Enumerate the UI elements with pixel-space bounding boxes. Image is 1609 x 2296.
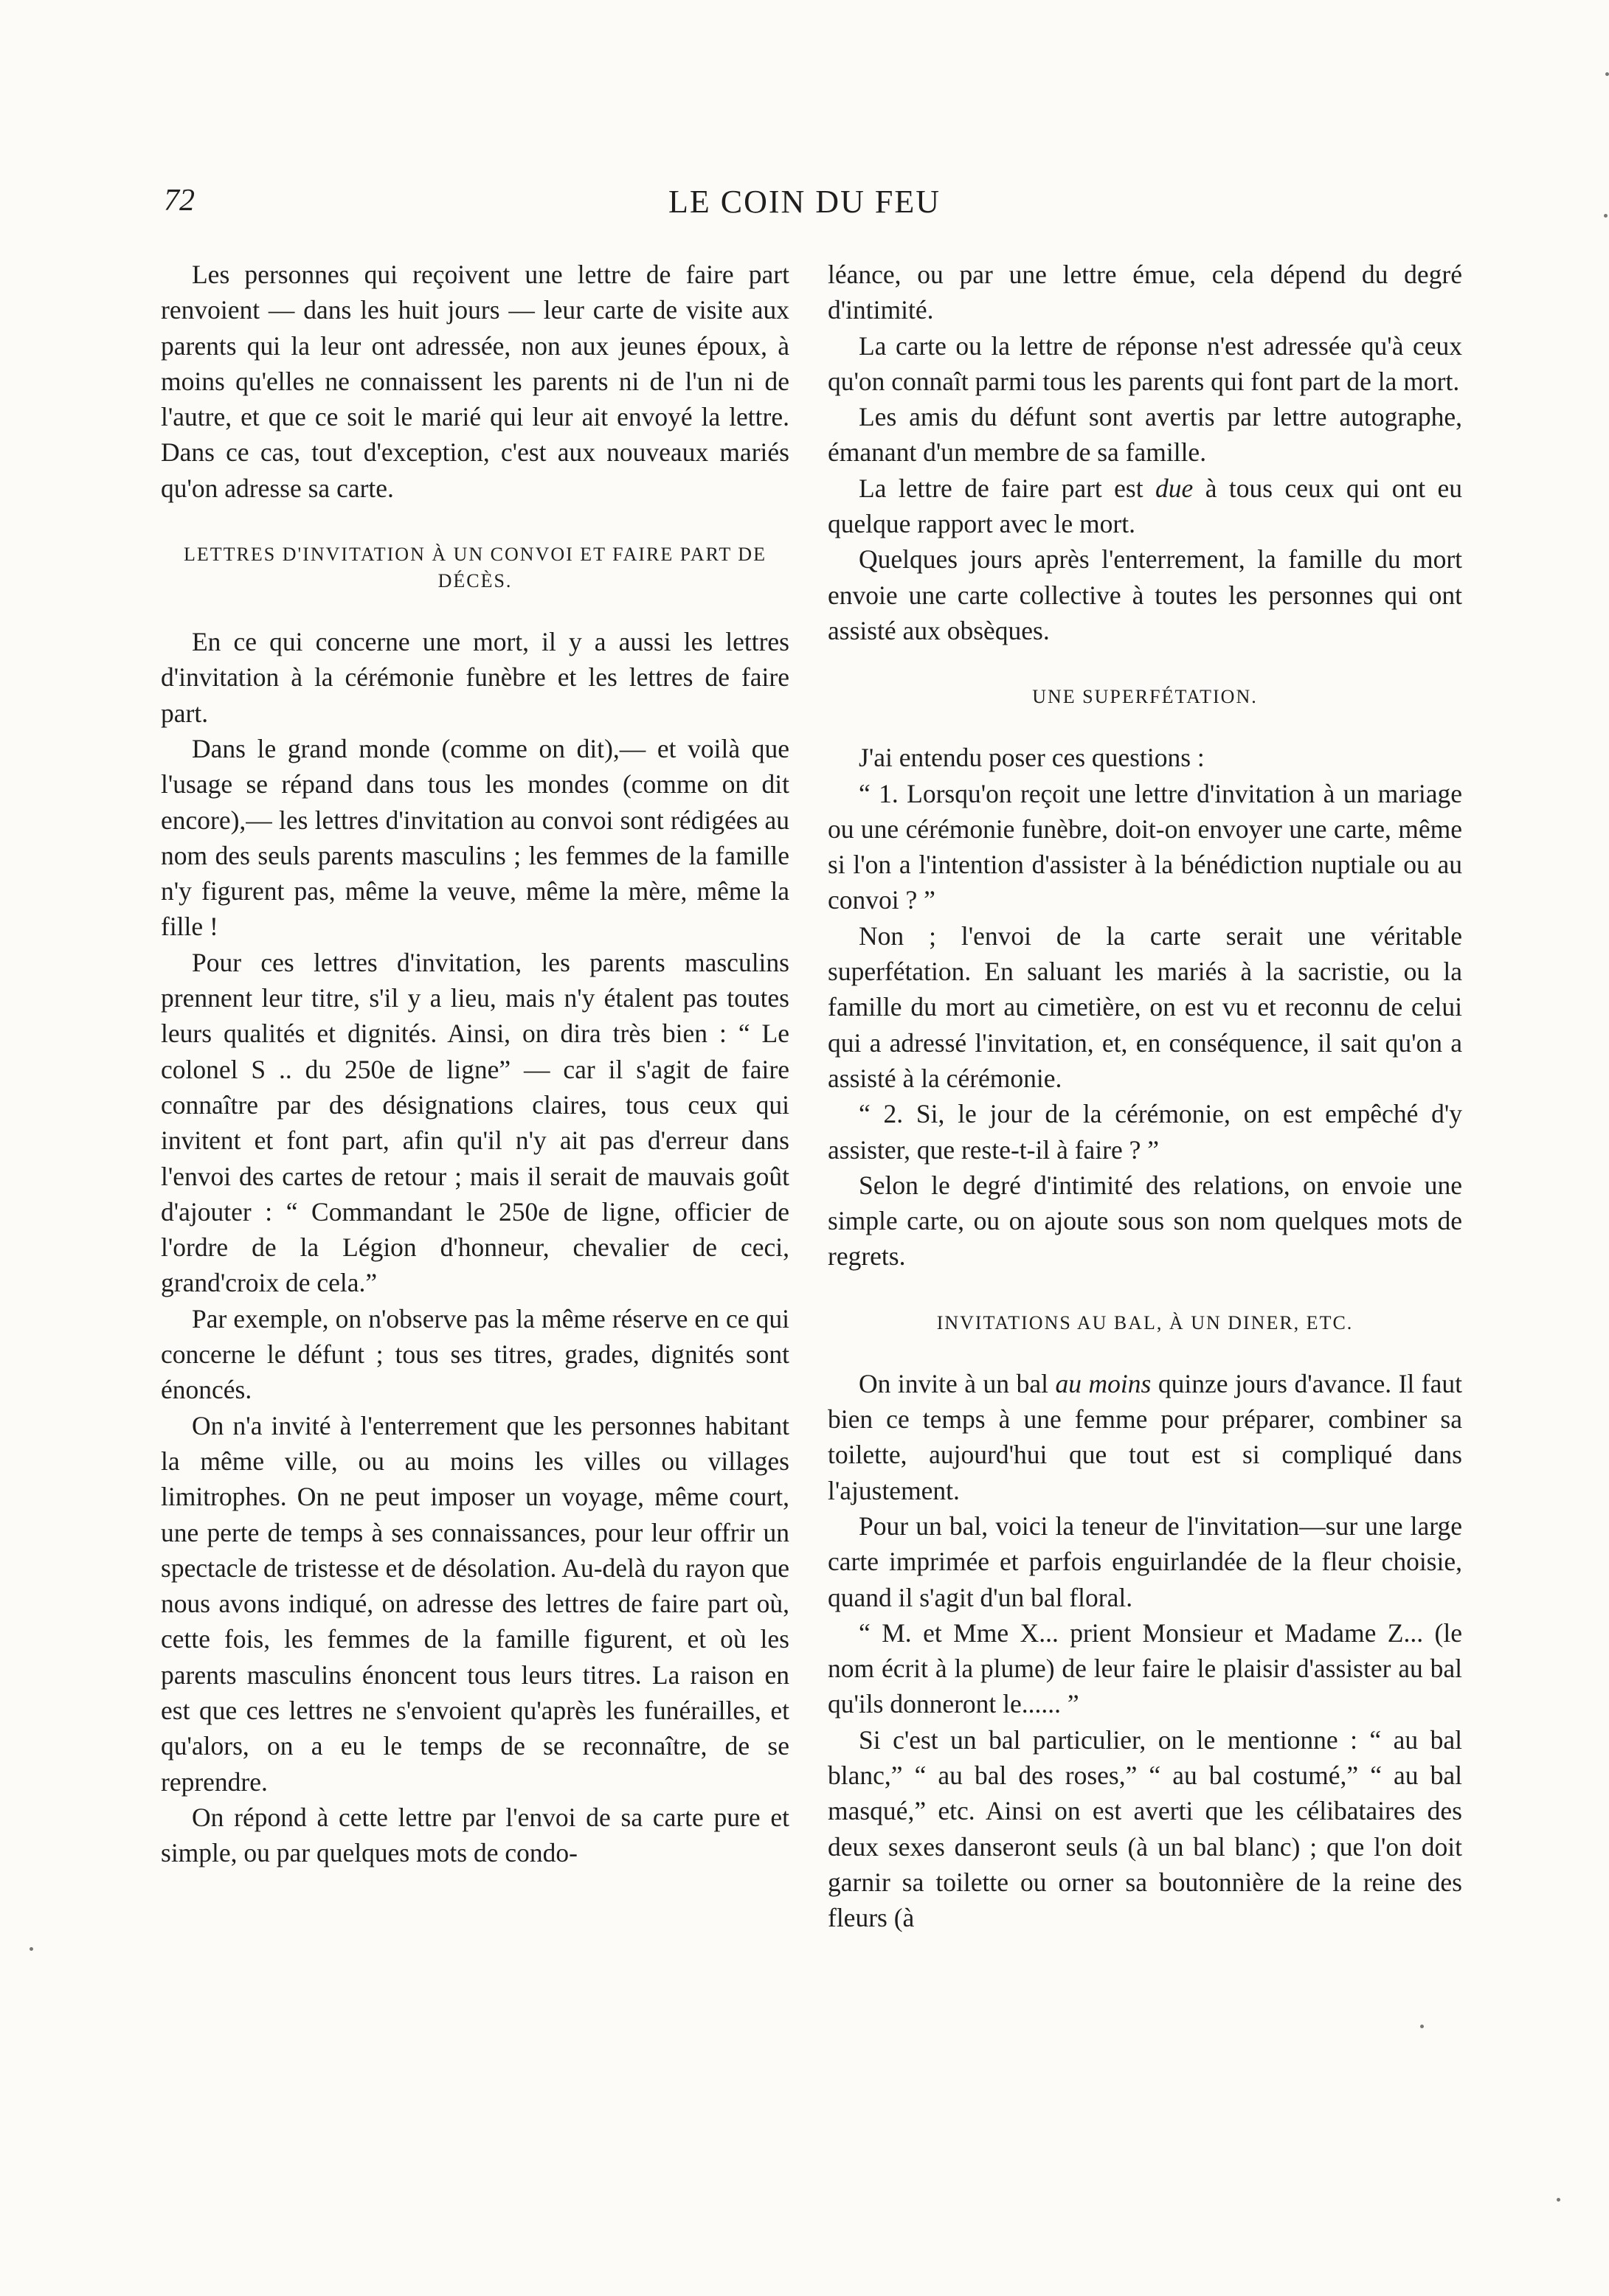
paragraph: Si c'est un bal particulier, on le mentionne : “ au bal blanc,” “ au bal des roses,” “ au bal costumé,” “ au bal masqué,” etc. Ainsi on est averti que les célibataires des deux sexes danseront seuls (à un bal blanc) ; que l'on doit garnir sa toilette ou orner sa boutonnière de la reine des fleurs (à xyxy=(828,1724,1462,1933)
paragraph: “ 1. Lorsqu'on reçoit une lettre d'invitation à un mariage ou une cérémonie funèbre, doit-on envoyer une carte, même si l'on a l'intention d'assister à la bénédiction nuptiale ou au convoi ? ” xyxy=(828,778,1462,915)
print-speck xyxy=(1420,2025,1424,2028)
paragraph: La carte ou la lettre de réponse n'est adressée qu'à ceux qu'on connaît parmi tous les parents qui font part de la mort. xyxy=(828,330,1462,396)
text-run: à tous ceux qui ont eu quelque rapport avec le mort. xyxy=(828,473,1462,539)
section-heading: UNE SUPERFÉTATION. xyxy=(1032,686,1258,708)
paragraph: Quelques jours après l'enterrement, la famille du mort envoie une carte collective à toutes les personnes qui ont assisté aux obsèques. xyxy=(828,544,1462,645)
print-speck xyxy=(1604,214,1608,218)
print-speck xyxy=(30,1947,33,1951)
page-number: 72 xyxy=(164,184,195,218)
paragraph: Les amis du défunt sont avertis par lettre autographe, émanant d'un membre de sa famille. xyxy=(828,402,1462,468)
paragraph: On n'a invité à l'enterrement que les personnes habitant la même ville, ou au moins les villes ou villages limitrophes. On ne peut imposer un voyage, même court, une perte de temps à ses connaissances, pour leur offrir un spectacle de tristesse et de désolation. Au-delà du rayon que nous avons indiqué, on adresse des lettres de faire part où, cette fois, les femmes de la famille figurent, et où les parents masculins énoncent tous leurs titres. La raison en est que ces lettres ne s'envoient qu'après les funérailles, et qu'alors, on a eu le temps de se reconnaître, de se reprendre. xyxy=(161,1410,789,1797)
paragraph: Pour ces lettres d'invitation, les parents masculins prennent leur titre, s'il y a lieu, mais n'y étalent pas toutes leurs qualités et dignités. Ainsi, on dira très bien : “ Le colonel S .. du 250e de ligne” — car il s'agit de faire connaître par des désignations claires, tous ceux qui invitent et font part, afin qu'il n'y ait pas d'erreur dans l'envoi des cartes de retour ; mais il serait de mauvais goût d'ajouter : “ Commandant le 250e de ligne, officier de l'ordre de la Légion d'honneur, chevalier de ceci, grand'croix de cela.” xyxy=(161,947,789,1298)
paragraph: J'ai entendu poser ces questions : xyxy=(859,743,1205,773)
print-speck xyxy=(1557,2198,1560,2202)
left-column xyxy=(161,257,789,1870)
paragraph: Pour un bal, voici la teneur de l'invitation—sur une large carte imprimée et parfois enguirlandée de la fleur choisie, quand il s'agit d'un bal floral. xyxy=(828,1511,1462,1612)
section-heading: LETTRES D'INVITATION À UN CONVOI ET FAIRE PART DE DÉCÈS. xyxy=(184,544,767,592)
paragraph: Dans le grand monde (comme on dit),— et voilà que l'usage se répand dans tous les mondes (comme on dit encore),— les lettres d'invitation au convoi sont rédigées au nom des seuls parents masculins ; les femmes de la famille n'y figurent pas, même la veuve, même la mère, même la fille ! xyxy=(161,733,789,942)
text-run: On invite à un bal xyxy=(859,1368,1056,1398)
paragraph: En ce qui concerne une mort, il y a aussi les lettres d'invitation à la cérémonie funèbre et les lettres de faire part. xyxy=(161,627,789,728)
paragraph: “ 2. Si, le jour de la cérémonie, on est empêché d'y assister, que reste-t-il à faire ? ” xyxy=(828,1099,1462,1165)
emphasis: due xyxy=(1155,473,1194,503)
text-run: La lettre de faire part est xyxy=(859,473,1156,503)
paragraph: On répond à cette lettre par l'envoi de sa carte pure et simple, ou par quelques mots de condo- xyxy=(161,1802,789,1868)
text-run: quinze jours d'avance. Il faut bien ce temps à une femme pour préparer, combiner sa toilette, aujourd'hui que tout est si compliqué dans l'ajustement. xyxy=(828,1368,1462,1505)
paragraph: Selon le degré d'intimité des relations, on envoie une simple carte, ou on ajoute sous son nom quelques mots de regrets. xyxy=(828,1170,1462,1272)
emphasis: au moins xyxy=(1055,1368,1152,1398)
paragraph xyxy=(828,471,1462,542)
right-column xyxy=(828,257,1462,1935)
paragraph xyxy=(828,1366,1462,1508)
section-heading: INVITATIONS AU BAL, À UN DINER, ETC. xyxy=(936,1311,1354,1333)
running-title: LE COIN DU FEU xyxy=(668,184,941,220)
paragraph: Non ; l'envoi de la carte serait une véritable superfétation. En saluant les mariés à la sacristie, ou la famille du mort au cimetière, on est vu et reconnu de celui qui a adressé l'invitation, et, en conséquence, il sait qu'on a assisté à la cérémonie. xyxy=(828,920,1462,1093)
paragraph: Par exemple, on n'observe pas la même réserve en ce qui concerne le défunt ; tous ses titres, grades, dignités sont énoncés. xyxy=(161,1303,789,1405)
paragraph: Les personnes qui reçoivent une lettre de faire part renvoient — dans les huit jours — leur carte de visite aux parents qui la leur ont adressée, non aux jeunes époux, à moins qu'elles ne connaissent les parents ni de l'un ni de l'autre, et que ce soit le marié qui leur ait envoyé la lettre. Dans ce cas, tout d'exception, c'est aux nouveaux mariés qu'on adresse sa carte. xyxy=(161,260,789,503)
paragraph-continued: léance, ou par une lettre émue, cela dépend du degré d'intimité. xyxy=(828,260,1462,325)
paragraph: “ M. et Mme X... prient Monsieur et Madame Z... (le nom écrit à la plume) de leur faire le plaisir d'assister au bal qu'ils donneront le...... ” xyxy=(828,1617,1462,1719)
print-speck xyxy=(1605,72,1609,76)
